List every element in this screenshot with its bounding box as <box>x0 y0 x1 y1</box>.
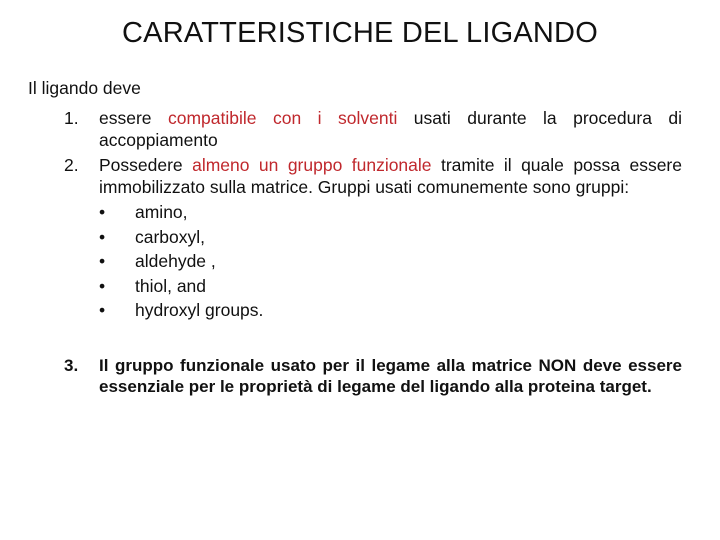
bullet-item <box>99 225 682 250</box>
text-segment: Possedere <box>99 155 193 175</box>
list-item-3 <box>64 355 682 398</box>
bullet-icon: • <box>99 251 106 271</box>
bullet-icon: • <box>99 226 106 247</box>
bullet-item <box>99 249 682 274</box>
bullet-text: carboxyl, <box>135 226 206 247</box>
bullet-icon: • <box>99 300 106 320</box>
bullet-list <box>99 200 682 323</box>
highlighted-phrase: almeno un gruppo funzionale <box>192 155 432 175</box>
numbered-list <box>64 108 682 402</box>
bullet-text: hydroxyl groups. <box>135 300 264 320</box>
highlighted-phrase: compatibile con i solventi <box>168 108 398 128</box>
list-item-number: 3. <box>64 355 79 375</box>
list-item-body: Il gruppo funzionale usato per il legame alla matrice NON deve essere essenziale per le proprietà di legame del ligando alla proteina target. <box>99 355 682 396</box>
slide-title: CARATTERISTICHE DEL LIGANDO <box>122 17 598 49</box>
bullet-item <box>99 274 682 299</box>
list-item-2 <box>64 155 682 323</box>
bullet-text: aldehyde , <box>135 251 216 271</box>
list-item-body <box>99 108 682 151</box>
bullet-icon: • <box>99 202 106 222</box>
bullet-text: amino, <box>135 202 188 222</box>
list-item-body <box>99 155 682 198</box>
bullet-icon: • <box>99 275 106 296</box>
text-segment: usati durante la procedura di accoppiamento <box>99 108 683 150</box>
list-item-number: 1. <box>64 108 79 128</box>
text-segment: essere <box>99 108 168 128</box>
list-item-number: 2. <box>64 155 79 175</box>
bullet-text: thiol, and <box>135 275 207 296</box>
text-segment: tramite il quale possa essere immobilizzato sulla matrice. Gruppi usati comunemente sono gruppi: <box>99 155 682 197</box>
bullet-item <box>99 200 682 225</box>
intro-text: Il ligando deve <box>28 78 141 98</box>
bullet-item <box>99 298 682 323</box>
list-item-1 <box>64 108 682 151</box>
